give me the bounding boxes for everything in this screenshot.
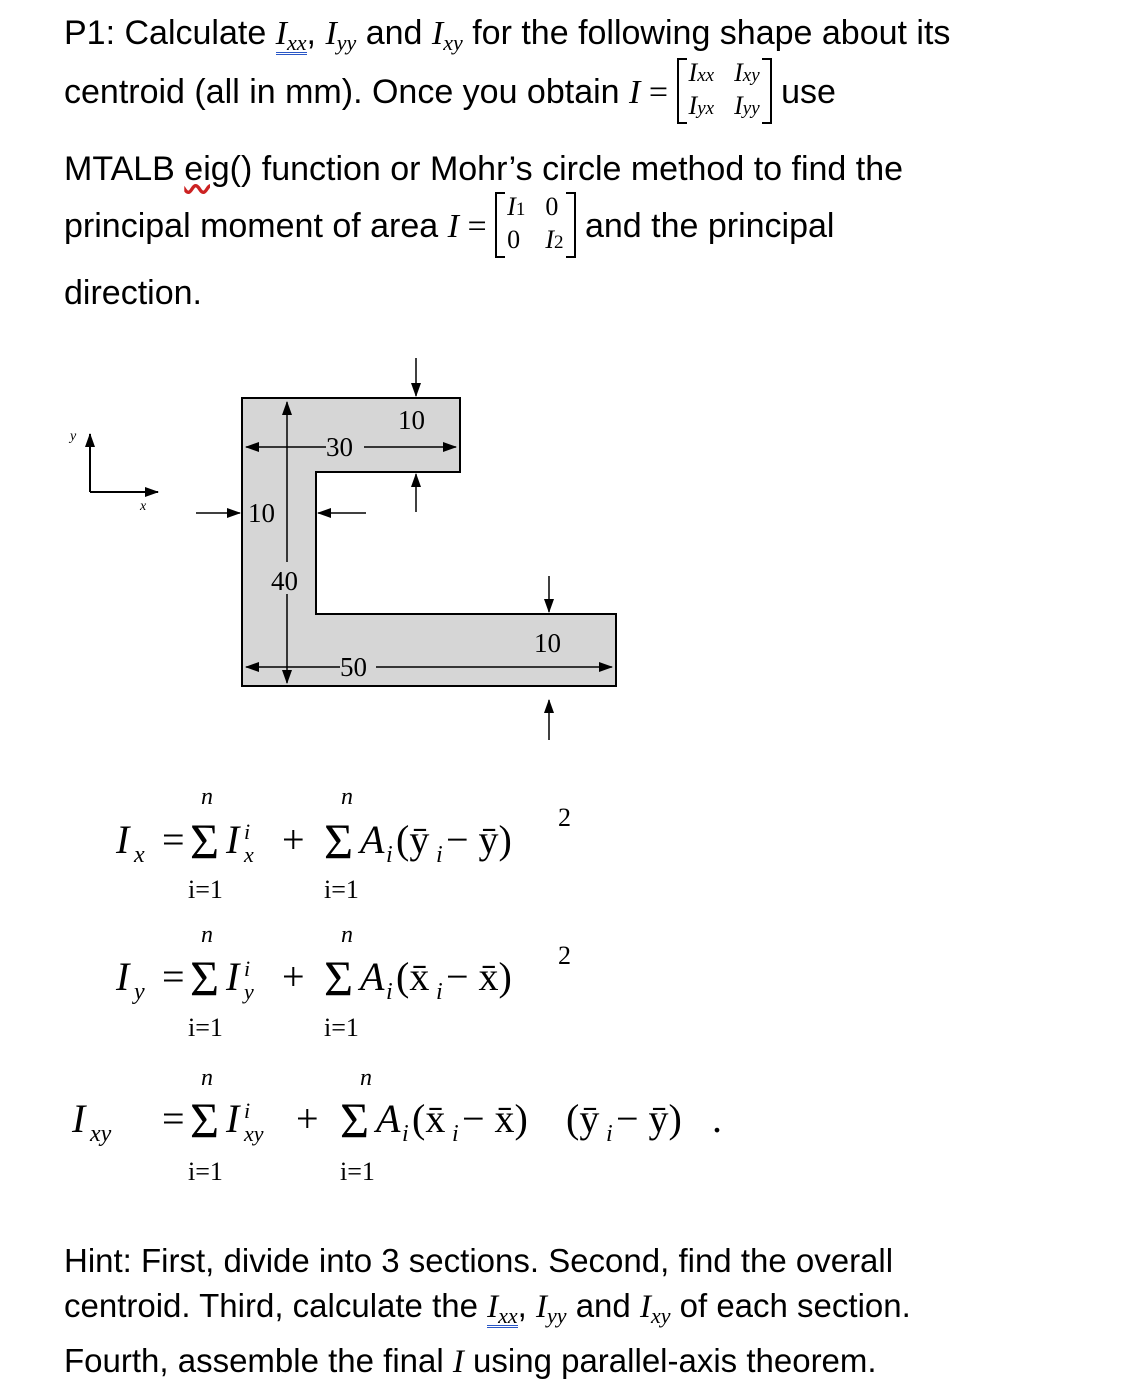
ybar-rest: − ȳ) (446, 817, 512, 862)
ix-lhs: I (116, 817, 130, 862)
area-term-sub: i (386, 979, 393, 1005)
ixy-symbol: $I_{xy}$ (639, 1289, 671, 1328)
ixy-symbol: $I_{xy}$ (431, 15, 463, 55)
ix-formula (115, 784, 571, 904)
problem-text: for the following shape about its (462, 14, 951, 52)
area-term: A (360, 817, 385, 862)
iyy-symbol: $I_{yy}$ (536, 1289, 567, 1328)
sum-lower-index: i=1 (188, 1013, 223, 1042)
matrix-iyy: Iyy (734, 91, 760, 120)
problem-line-1 (64, 14, 950, 56)
xbar-sub: i (436, 979, 443, 1005)
equals: = (162, 817, 185, 862)
sum-lower-index: i=1 (188, 875, 223, 904)
sum-lower-index: i=1 (324, 875, 359, 904)
problem-line-4 (64, 192, 835, 258)
ixx-symbol: $I_{xx}$ (275, 15, 307, 55)
hint-block (64, 1238, 911, 1385)
sum-upper-n: n (201, 1065, 213, 1091)
xbar-rest: − x̄) (462, 1096, 528, 1141)
principal-matrix (495, 192, 575, 258)
sigma: Σ (324, 813, 354, 869)
y-axis-label: y (70, 429, 77, 444)
inertia-matrix (677, 58, 772, 124)
sigma: Σ (190, 813, 220, 869)
xbar-term: (x̄ (412, 1096, 446, 1141)
ixx-symbol: $I_{xx}$ (487, 1289, 518, 1328)
matrix-iyx: Iyx (688, 91, 715, 120)
area-term: A (360, 954, 385, 999)
ixy-lhs-sub: xy (90, 1121, 112, 1147)
ybar-term: (ȳ (396, 817, 430, 862)
problem-text: and (356, 14, 432, 52)
problem-text: use (771, 72, 836, 111)
ix-term-sup: i (244, 819, 251, 844)
dim-top-10-label: 10 (398, 405, 425, 435)
dim-50-label: 50 (340, 652, 367, 682)
dim-40-label: 40 (271, 566, 298, 596)
problem-text: () function or Mohr’s circle method to find the (229, 150, 904, 188)
problem-text: direction. (64, 274, 202, 312)
matrix-ixx: Ixx (688, 58, 715, 87)
ybar-sub: i (436, 842, 443, 868)
i-symbol: I (447, 207, 459, 245)
sigma: Σ (190, 950, 220, 1006)
sum-upper-n: n (341, 784, 353, 810)
hint-line-3: Fourth, assemble the final I using parallel-axis theorem. (64, 1342, 877, 1380)
area-term: A (376, 1096, 401, 1141)
equals: = (162, 954, 185, 999)
sum-lower-index: i=1 (324, 1013, 359, 1042)
iy-lhs-sub: y (134, 979, 145, 1005)
sum-upper-n: n (341, 922, 353, 948)
ix-lhs-sub: x (134, 842, 145, 868)
ix-term-sub: x (244, 842, 254, 867)
iy-formula (115, 922, 571, 1042)
ixy-term: I (226, 1096, 240, 1141)
x-axis-label: x (140, 499, 147, 514)
hint-line-1: Hint: First, divide into 3 sections. Second, find the overall (64, 1242, 894, 1279)
square-exponent: 2 (558, 803, 571, 832)
shape-figure (0, 350, 1133, 770)
ybar-sub: i (606, 1121, 613, 1147)
ybar-term: (ȳ (566, 1096, 600, 1141)
iy-lhs: I (116, 954, 130, 999)
sum-upper-n: n (201, 922, 213, 948)
sum-upper-n: n (360, 1065, 372, 1091)
period: . (712, 1096, 722, 1141)
area-term-sub: i (402, 1121, 409, 1147)
ix-term: I (226, 817, 240, 862)
sigma: Σ (190, 1092, 220, 1148)
problem-line-3 (64, 150, 903, 189)
iyy-symbol: $I_{yy}$ (325, 15, 357, 55)
plus: + (282, 954, 305, 999)
problem-text: centroid (all in mm). Once you obtain (64, 72, 630, 111)
hint-line-2: centroid. Third, calculate the $I_{xx}$, $I_{yy}$ and $I_{xy}$ of each section. (64, 1287, 911, 1328)
problem-line-5 (64, 274, 202, 313)
sigma: Σ (340, 1092, 370, 1148)
problem-text: MTALB (64, 150, 185, 188)
ixy-term-sub: xy (244, 1121, 264, 1146)
i-symbol: I (452, 1344, 464, 1380)
eig-function-name: eig (184, 150, 230, 188)
formulas (0, 780, 1133, 1200)
ybar-rest: − ȳ) (616, 1096, 682, 1141)
plus: + (282, 817, 305, 862)
dim-30-label: 30 (326, 432, 353, 462)
problem-line-2 (64, 58, 836, 124)
problem-text: principal moment of area (64, 206, 448, 245)
sigma: Σ (324, 950, 354, 1006)
ixy-lhs: I (72, 1096, 86, 1141)
equals-sign: = (640, 73, 677, 111)
xbar-term: (x̄ (396, 954, 430, 999)
coordinate-axes (68, 429, 158, 514)
iy-term-sup: i (244, 956, 251, 981)
dim-bottom-10-label: 10 (534, 628, 561, 658)
iy-term-sub: y (244, 979, 254, 1004)
matrix-i1: I1 (507, 192, 526, 221)
area-term-sub: i (386, 842, 393, 868)
problem-text: P1: Calculate (64, 14, 276, 52)
matrix-ixy: Ixy (734, 58, 760, 87)
matrix-zero: 0 (545, 192, 559, 221)
equals: = (162, 1096, 185, 1141)
ixy-term-sup: i (244, 1098, 251, 1123)
sum-upper-n: n (201, 784, 213, 810)
xbar-rest: − x̄) (446, 954, 512, 999)
sum-lower-index: i=1 (340, 1157, 375, 1186)
square-exponent: 2 (558, 941, 571, 970)
matrix-i2: I2 (545, 225, 564, 254)
sum-lower-index: i=1 (188, 1157, 223, 1186)
i-symbol: I (629, 73, 641, 111)
plus: + (296, 1096, 319, 1141)
dim-left-10-label: 10 (248, 498, 275, 528)
equals-sign: = (458, 207, 496, 245)
iy-term: I (226, 954, 240, 999)
matrix-zero: 0 (507, 225, 521, 254)
xbar-sub: i (452, 1121, 459, 1147)
problem-text: and the principal (575, 206, 835, 245)
ixy-formula (71, 1065, 722, 1186)
problem-text: , (306, 14, 326, 52)
